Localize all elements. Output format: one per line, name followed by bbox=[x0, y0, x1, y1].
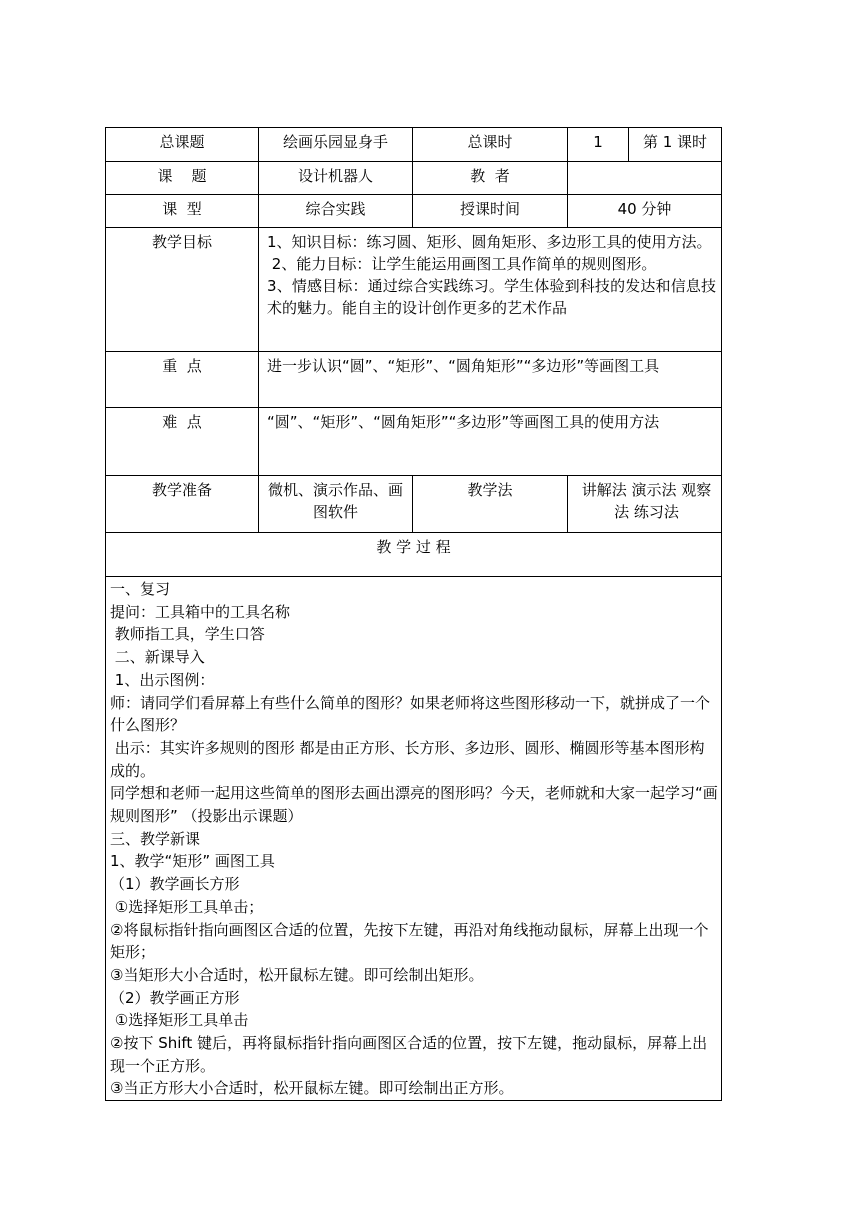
label-course-topic: 总课题 bbox=[106, 128, 259, 162]
label-teacher: 教 者 bbox=[413, 162, 568, 195]
process-line: 教师指工具，学生口答 bbox=[110, 625, 265, 644]
process-line: 二、新课导入 bbox=[110, 648, 205, 667]
process-line: ③当矩形大小合适时，松开鼠标左键。即可绘制出矩形。 bbox=[110, 965, 484, 984]
row-topic bbox=[106, 162, 722, 195]
process-line: （1）教学画长方形 bbox=[110, 875, 240, 894]
total-hours: 1 bbox=[568, 128, 629, 162]
label-goals: 教学目标 bbox=[106, 228, 259, 352]
label-total-hours: 总课时 bbox=[413, 128, 568, 162]
process-line: 1、出示图例： bbox=[110, 670, 215, 689]
goal-knowledge: 1、知识目标：练习圆、矩形、圆角矩形、多边形工具的使用方法。 bbox=[267, 233, 712, 251]
row-process-title bbox=[106, 533, 722, 577]
process-title: 教 学 过 程 bbox=[106, 533, 722, 577]
process-line: 出示：其实许多规则的图形 都是由正方形、长方形、多边形、圆形、椭圆形等基本图形构成的。 bbox=[110, 738, 705, 780]
row-key-points bbox=[106, 352, 722, 408]
lesson-plan-table bbox=[105, 127, 722, 1101]
label-key-points: 重 点 bbox=[106, 352, 259, 408]
process-line: 同学想和老师一起用这些简单的图形去画出漂亮的图形吗？今天，老师就和大家一起学习“画规则图形” （投影出示课题） bbox=[110, 784, 718, 826]
label-type: 课 型 bbox=[106, 195, 259, 228]
process-line: （2）教学画正方形 bbox=[110, 988, 240, 1007]
row-process bbox=[106, 577, 722, 1101]
label-difficulties: 难 点 bbox=[106, 408, 259, 476]
process-body bbox=[106, 577, 722, 1101]
duration: 40 分钟 bbox=[568, 195, 722, 228]
label-duration: 授课时间 bbox=[413, 195, 568, 228]
row-course-topic bbox=[106, 128, 722, 162]
topic: 设计机器人 bbox=[259, 162, 413, 195]
process-line: 师：请同学们看屏幕上有些什么简单的图形？如果老师将这些图形移动一下，就拼成了一个什么图形？ bbox=[110, 693, 711, 735]
process-line: ①选择矩形工具单击 bbox=[110, 1011, 249, 1030]
label-methods: 教学法 bbox=[413, 476, 568, 533]
key-points-text: 进一步认识“圆”、“矩形”、“圆角矩形”“多边形”等画图工具 bbox=[259, 352, 722, 408]
goal-ability: 2、能力目标：让学生能运用画图工具作简单的规则图形。 bbox=[267, 255, 657, 273]
label-topic: 课 题 bbox=[106, 162, 259, 195]
teacher bbox=[568, 162, 722, 195]
process-line: ②将鼠标指针指向画图区合适的位置，先按下左键，再沿对角线拖动鼠标，屏幕上出现一个矩形； bbox=[110, 920, 709, 962]
row-goals bbox=[106, 228, 722, 352]
process-line: 提问：工具箱中的工具名称 bbox=[110, 602, 291, 621]
row-difficulties bbox=[106, 408, 722, 476]
process-line: ①选择矩形工具单击； bbox=[110, 897, 264, 916]
process-line: ③当正方形大小合适时，松开鼠标左键。即可绘制出正方形。 bbox=[110, 1079, 514, 1098]
label-prep: 教学准备 bbox=[106, 476, 259, 533]
lesson-number: 第 1 课时 bbox=[629, 128, 722, 162]
row-type bbox=[106, 195, 722, 228]
methods: 讲解法 演示法 观察法 练习法 bbox=[568, 476, 722, 533]
prep-materials: 微机、演示作品、画图软件 bbox=[259, 476, 413, 533]
goal-emotion: 3、情感目标：通过综合实践练习。学生体验到科技的发达和信息技术的魅力。能自主的设计创作更多的艺术作品 bbox=[267, 277, 716, 317]
lesson-type: 综合实践 bbox=[259, 195, 413, 228]
process-line: 三、教学新课 bbox=[110, 829, 201, 848]
goals-text bbox=[259, 228, 722, 352]
row-prep bbox=[106, 476, 722, 533]
process-line: 1、教学“矩形” 画图工具 bbox=[110, 852, 275, 871]
process-line: ②按下 Shift 键后，再将鼠标指针指向画图区合适的位置，按下左键，拖动鼠标，屏幕上出现一个正方形。 bbox=[110, 1034, 708, 1075]
process-line: 一、复习 bbox=[110, 580, 171, 598]
difficulties-text: “圆”、“矩形”、“圆角矩形”“多边形”等画图工具的使用方法 bbox=[259, 408, 722, 476]
course-topic: 绘画乐园显身手 bbox=[259, 128, 413, 162]
